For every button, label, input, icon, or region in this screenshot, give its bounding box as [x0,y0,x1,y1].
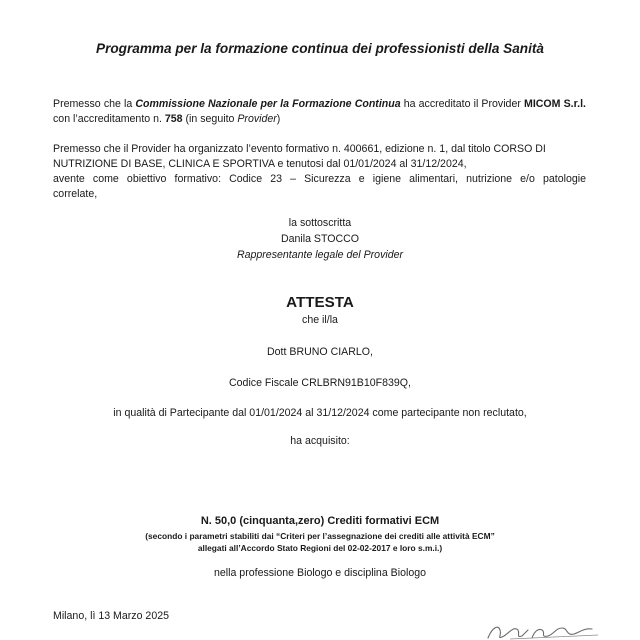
signatory-role: Rappresentante legale del Provider [236,249,404,261]
participation-qualification: in qualità di Partecipante dal 01/01/2024 al 31/12/2024 come partecipante non reclutato, [113,407,527,419]
acquired-label: ha acquisito: [290,435,350,447]
profession-discipline: nella professione Biologo e disciplina Biologo [213,567,426,579]
program-title: Programma per la formazione continua dei professionisti della Sanità [96,41,544,56]
fiscal-code: Codice Fiscale CRLBRN91B10F839Q, [229,377,411,389]
commission-name: Commissione Nazionale per la Formazione Continua [135,98,401,110]
attesta-heading: ATTESTA [286,294,354,311]
signatory-intro: la sottoscritta [288,217,352,229]
subject-intro: che il/la [302,314,338,326]
accreditation-number: 758 [164,113,183,125]
signatory-name: Danila STOCCO [280,233,360,245]
credits-note-line-1: (secondo i parametri stabiliti dai “Criteri per l’assegnazione dei crediti alle attività ECM” [145,531,495,541]
handwritten-signature [470,616,620,640]
premise-accreditation: Premesso che la Commissione Nazionale per la Formazione Continua ha accreditato il Provider MICOM S.r.l. con l’accreditamento n. 758 (in seguito Provider) [53,98,586,125]
credits-awarded: N. 50,0 (cinquanta,zero) Crediti formativi ECM [200,515,440,527]
credits-note-line-2: allegati all’Accordo Stato Regioni del 02-02-2017 e loro s.m.i.) [197,543,443,553]
provider-name: MICOM S.r.l. [524,98,586,110]
participant-name: Dott BRUNO CIARLO, [267,346,373,358]
premise-event: Premesso che il Provider ha organizzato l’evento formativo n. 400661, edizione n. 1, dal titolo CORSO DI NUTRIZIONE DI BASE, CLINICA E SPORTIVA e tenutosi dal 01/01/2024 al 31/12/2024, avente come obiettivo formativo: Codice 23 – Sicurezza e igiene alimentari, nutrizione e/o patologie correlate, [53,143,586,200]
place-date: Milano, lì 13 Marzo 2025 [53,610,170,622]
